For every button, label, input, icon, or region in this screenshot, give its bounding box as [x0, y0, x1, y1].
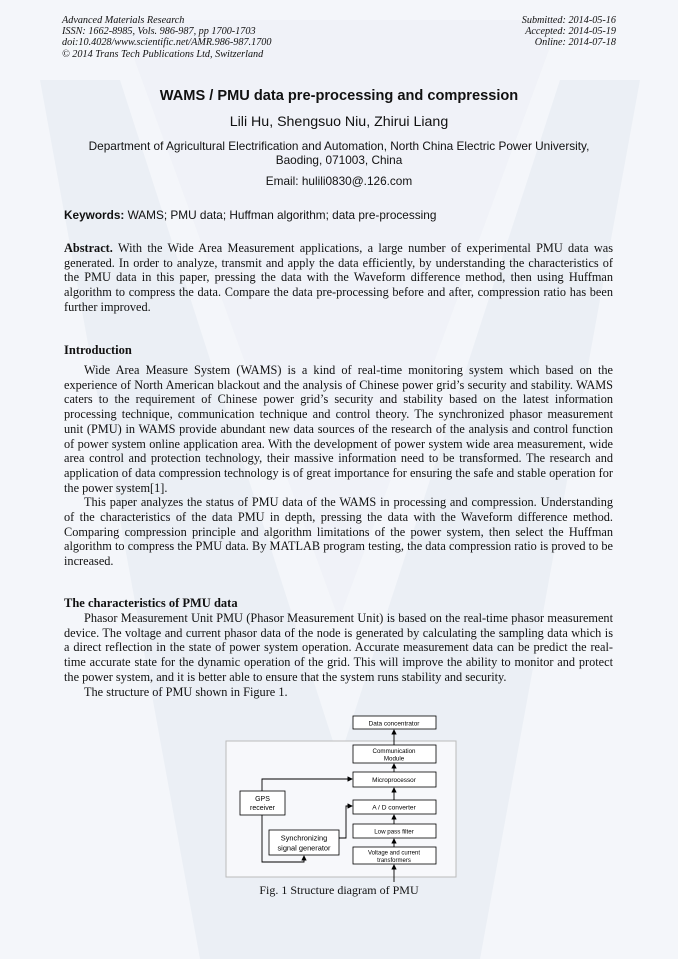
svg-text:receiver: receiver — [250, 805, 275, 812]
svg-text:Microprocessor: Microprocessor — [372, 777, 416, 784]
svg-text:GPS: GPS — [255, 796, 270, 803]
keywords-text: WAMS; PMU data; Huffman algorithm; data pre-processing — [124, 208, 437, 222]
section-introduction — [64, 363, 613, 569]
svg-text:Data concentrator: Data concentrator — [368, 720, 420, 728]
paragraph: The structure of PMU shown in Figure 1. — [84, 684, 288, 699]
svg-text:Communication: Communication — [372, 748, 416, 755]
section-heading-characteristics: The characteristics of PMU data — [64, 596, 238, 610]
block-data-concentrator — [353, 716, 436, 729]
submitted-date: Submitted: 2014-05-16 — [521, 15, 616, 26]
pmu-structure-diagram — [222, 712, 462, 882]
block-synchronizing-signal-generator — [269, 830, 339, 855]
paragraph: This paper analyzes the status of PMU data of the WAMS in processing and compression. Understanding of the characteristics of the data PMU in depth, pressing the data with the Waveform difference method. Comparing compression principle and algorithm limitations of the power system, then select the Huffman algorithm to compress the PMU data. By MATLAB program testing, the data compression ratio is proved to be increased. — [64, 495, 613, 569]
section-characteristics — [64, 611, 613, 699]
paragraph: Wide Area Measure System (WAMS) is a kind of real-time monitoring system which based on the experience of North American blackout and the analysis of Chinese power grid’s security and stability. WAMS caters to the requirement of Chinese power grid’s security and stability based on the latest information processing technique, communication technique and control theory. The synchronized phasor measurement unit (PMU) in WAMS provide abundant new data sources of the research of the analysis and control function of power system online application area. With the development of power system wide area measurement, wide area control and protection technology, their massive information need to be transformed. The research and application of data compression technology is of great importance for ensuring the safe and stable operation for the power system[1]. — [64, 363, 613, 495]
figure-caption: Fig. 1 Structure diagram of PMU — [259, 883, 419, 897]
section-heading-introduction: Introduction — [64, 343, 132, 357]
svg-text:transformers: transformers — [377, 858, 411, 864]
svg-text:Synchronizing: Synchronizing — [280, 833, 328, 843]
authors: Lili Hu, Shengsuo Niu, Zhirui Liang — [229, 114, 449, 130]
block-gps-receiver — [240, 791, 285, 815]
affiliation: Department of Agricultural Electrification and Automation, North China Electric Power University, Baoding, 071003, China — [88, 139, 590, 167]
block-ad-converter — [353, 800, 436, 814]
issn: ISSN: 1662-8985, Vols. 986-987, pp 1700-1703 — [62, 26, 256, 38]
doi: doi:10.4028/www.scientific.net/AMR.986-987.1700 — [62, 37, 272, 49]
block-communication-module — [353, 745, 436, 763]
journal-name: Advanced Materials Research — [62, 15, 185, 26]
svg-text:Low pass filter: Low pass filter — [374, 828, 414, 836]
svg-text:Module: Module — [383, 755, 405, 763]
accepted-date: Accepted: 2014-05-19 — [525, 26, 616, 38]
svg-text:A / D converter: A / D converter — [372, 804, 416, 812]
abstract-label: Abstract. — [64, 241, 113, 255]
copyright: © 2014 Trans Tech Publications Ltd, Switzerland — [62, 48, 264, 60]
block-microprocessor — [353, 772, 436, 787]
email: Email: hulili0830@.126.com — [265, 174, 413, 188]
keywords-label: Keywords: — [64, 208, 125, 222]
abstract-text: With the Wide Area Measurement applications, a large number of experimental PMU data was generated. In order to analyze, transmit and apply the data efficiently, by understanding the characteristics of the PMU data in this paper, pressing the data with the Waveform difference method, then using Huffman algorithm to compress the data. Compare the data pre-processing before and after, compression ratio has been further improved. — [64, 241, 613, 314]
paragraph: Phasor Measurement Unit PMU (Phasor Measurement Unit) is based on the real-time phasor measurement device. The voltage and current phasor data of the node is generated by calculating the sampling data which is a direct reflection in the state of power system operation. Accurate measurement data can be predict the real-time accurate state for the dynamic operation of the grid. This will improve the ability to monitor and protect the power system, and it is better able to ensure that the system runs stability and security. — [64, 611, 613, 684]
block-voltage-current-transformers — [353, 847, 436, 864]
paper-title: WAMS / PMU data pre-processing and compression — [159, 88, 519, 104]
svg-text:Voltage and current: Voltage and current — [367, 850, 421, 857]
svg-text:signal generator: signal generator — [277, 843, 331, 853]
keywords — [64, 208, 436, 222]
journal-header — [62, 15, 271, 60]
block-low-pass-filter — [353, 824, 436, 838]
dates-header — [522, 15, 616, 49]
abstract — [64, 241, 613, 315]
online-date: Online: 2014-07-18 — [534, 37, 616, 49]
